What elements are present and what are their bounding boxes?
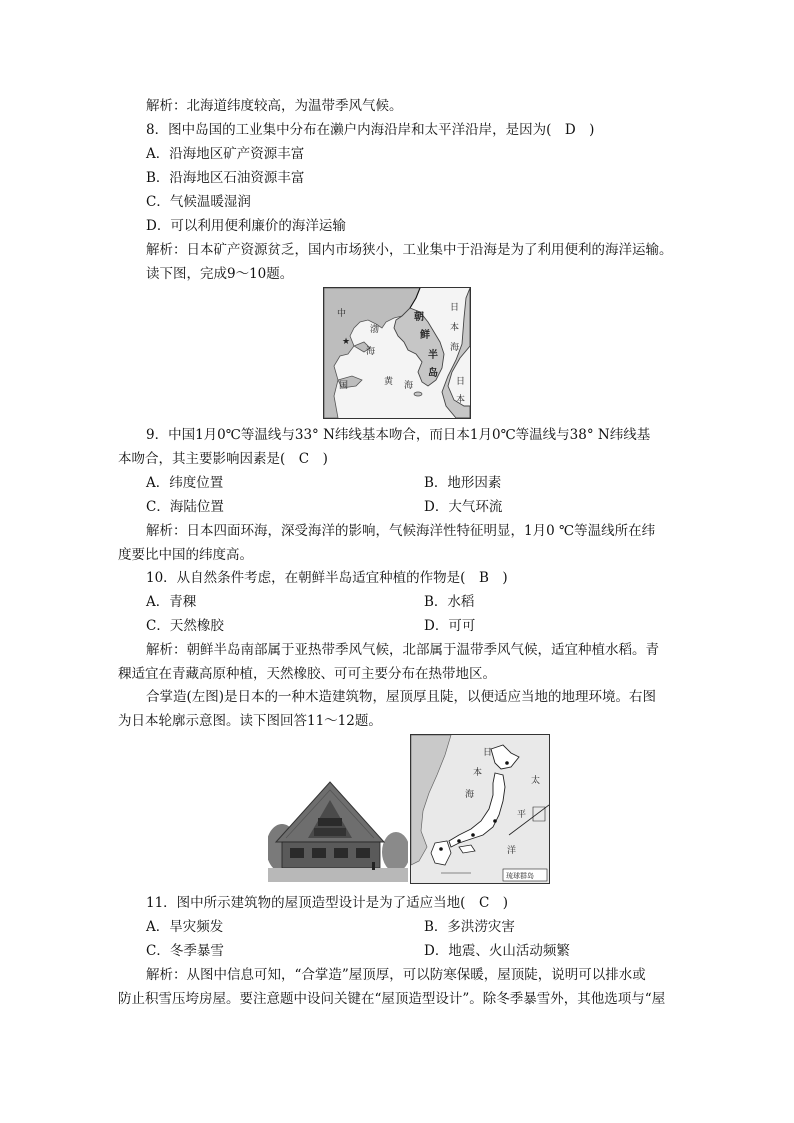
explanation-q11-line1: 解析：从图中信息可知，“合掌造”屋顶厚，可以防寒保暖，屋顶陡，说明可以排水或 bbox=[146, 967, 646, 983]
option-11d: D．地震、火山活动频繁 bbox=[424, 943, 570, 959]
map1-label-zhong: 中 bbox=[337, 309, 347, 319]
option-8c: C．气候温暖湿润 bbox=[146, 194, 251, 210]
map1-label-ben-land: 本 bbox=[456, 395, 466, 405]
explanation-q10-line1: 解析：朝鲜半岛南部属于亚热带季风气候，北部属于温带季风气候，适宜种植水稻。青 bbox=[146, 642, 659, 658]
map2-label-hai: 海 bbox=[465, 790, 475, 800]
explanation-q10-line2: 稞适宜在青藏高原种植，天然橡胶、可可主要分布在热带地区。 bbox=[118, 666, 496, 682]
option-9d: D．大气环流 bbox=[424, 499, 503, 515]
explanation-q11-line2: 防止积雪压垮房屋。要注意题中设问关键在“屋顶造型设计”。除冬季暴雪外，其他选项与“屋 bbox=[118, 991, 666, 1007]
explanation-q7: 解析：北海道纬度较高，为温带季风气候。 bbox=[146, 98, 403, 114]
map1-label-ri-land: 日 bbox=[456, 377, 466, 387]
option-8a: A．沿海地区矿产资源丰富 bbox=[146, 146, 305, 162]
option-9b: B．地形因素 bbox=[424, 475, 502, 491]
explanation-q8: 解析：日本矿产资源贫乏，国内市场狭小，工业集中于沿海是为了利用便利的海洋运输。 bbox=[146, 242, 673, 258]
map1-label-guo: 国 bbox=[339, 381, 349, 391]
question-8: 8．图中岛国的工业集中分布在濑户内海沿岸和太平洋沿岸，是因为( D ) bbox=[146, 122, 595, 138]
map1-label-xian: 鲜 bbox=[420, 330, 430, 341]
map2-inset-label: 琉球群岛 bbox=[506, 872, 534, 880]
map1-label-ban: 半 bbox=[428, 350, 438, 361]
question-10: 10．从自然条件考虑，在朝鲜半岛适宜种植的作物是( B ) bbox=[146, 570, 508, 586]
map1-label-bo-hai: 海 bbox=[366, 347, 376, 357]
option-10d: D．可可 bbox=[424, 618, 476, 634]
gassho-house-photo bbox=[268, 778, 408, 882]
explanation-q9-line2: 度要比中国的纬度高。 bbox=[118, 547, 253, 563]
gassho-house-graphic bbox=[268, 778, 408, 882]
map2-label-ri: 日 bbox=[483, 748, 493, 758]
option-11b: B．多洪涝灾害 bbox=[424, 919, 515, 935]
map1-label-bo: 渤 bbox=[370, 325, 380, 335]
map1-label-hai-ri: 海 bbox=[450, 343, 460, 353]
map2-label-ben: 本 bbox=[473, 768, 483, 778]
capital-star-icon: ★ bbox=[342, 337, 351, 347]
korea-region-map-graphic bbox=[324, 288, 470, 418]
question-11: 11．图中所示建筑物的屋顶造型设计是为了适应当地( C ) bbox=[146, 895, 509, 911]
intro-11-12-line2: 为日本轮廓示意图。读下图回答11～12题。 bbox=[118, 713, 382, 729]
option-9a: A．纬度位置 bbox=[146, 475, 224, 491]
option-11c: C．冬季暴雪 bbox=[146, 943, 224, 959]
map2-label-yang: 洋 bbox=[507, 846, 517, 856]
map1-label-ri-sea: 日 bbox=[450, 303, 460, 313]
option-10a: A．青稞 bbox=[146, 594, 197, 610]
map1-label-huang: 黄 bbox=[384, 377, 394, 387]
korea-region-map bbox=[323, 287, 471, 419]
japan-outline-map-graphic bbox=[411, 735, 549, 883]
explanation-q9-line1: 解析：日本四面环海，深受海洋的影响，气候海洋性特征明显，1月0 ℃等温线所在纬 bbox=[146, 523, 656, 539]
map1-label-chao: 朝 bbox=[414, 312, 424, 323]
map1-label-ben-sea: 本 bbox=[450, 323, 460, 333]
option-8d: D．可以利用便利廉价的海洋运输 bbox=[146, 218, 346, 234]
option-11a: A．旱灾频发 bbox=[146, 919, 224, 935]
question-9-line1: 9．中国1月0℃等温线与33° N纬线基本吻合，而日本1月0℃等温线与38° N纬线基 bbox=[146, 427, 651, 443]
japan-outline-map bbox=[410, 734, 550, 884]
option-10c: C．天然橡胶 bbox=[146, 618, 224, 634]
option-10b: B．水稻 bbox=[424, 594, 475, 610]
map2-label-ping: 平 bbox=[517, 810, 527, 820]
map2-label-tai: 太 bbox=[531, 776, 541, 786]
option-8b: B．沿海地区石油资源丰富 bbox=[146, 170, 305, 186]
map1-label-huang-hai: 海 bbox=[404, 381, 414, 391]
question-9-line2: 本吻合，其主要影响因素是( C ) bbox=[118, 451, 328, 467]
map1-label-dao: 岛 bbox=[428, 368, 438, 379]
read-instruction-9-10: 读下图，完成9～10题。 bbox=[146, 266, 294, 282]
option-9c: C．海陆位置 bbox=[146, 499, 224, 515]
intro-11-12-line1: 合掌造(左图)是日本的一种木造建筑物，屋顶厚且陡，以便适应当地的地理环境。右图 bbox=[146, 689, 657, 705]
